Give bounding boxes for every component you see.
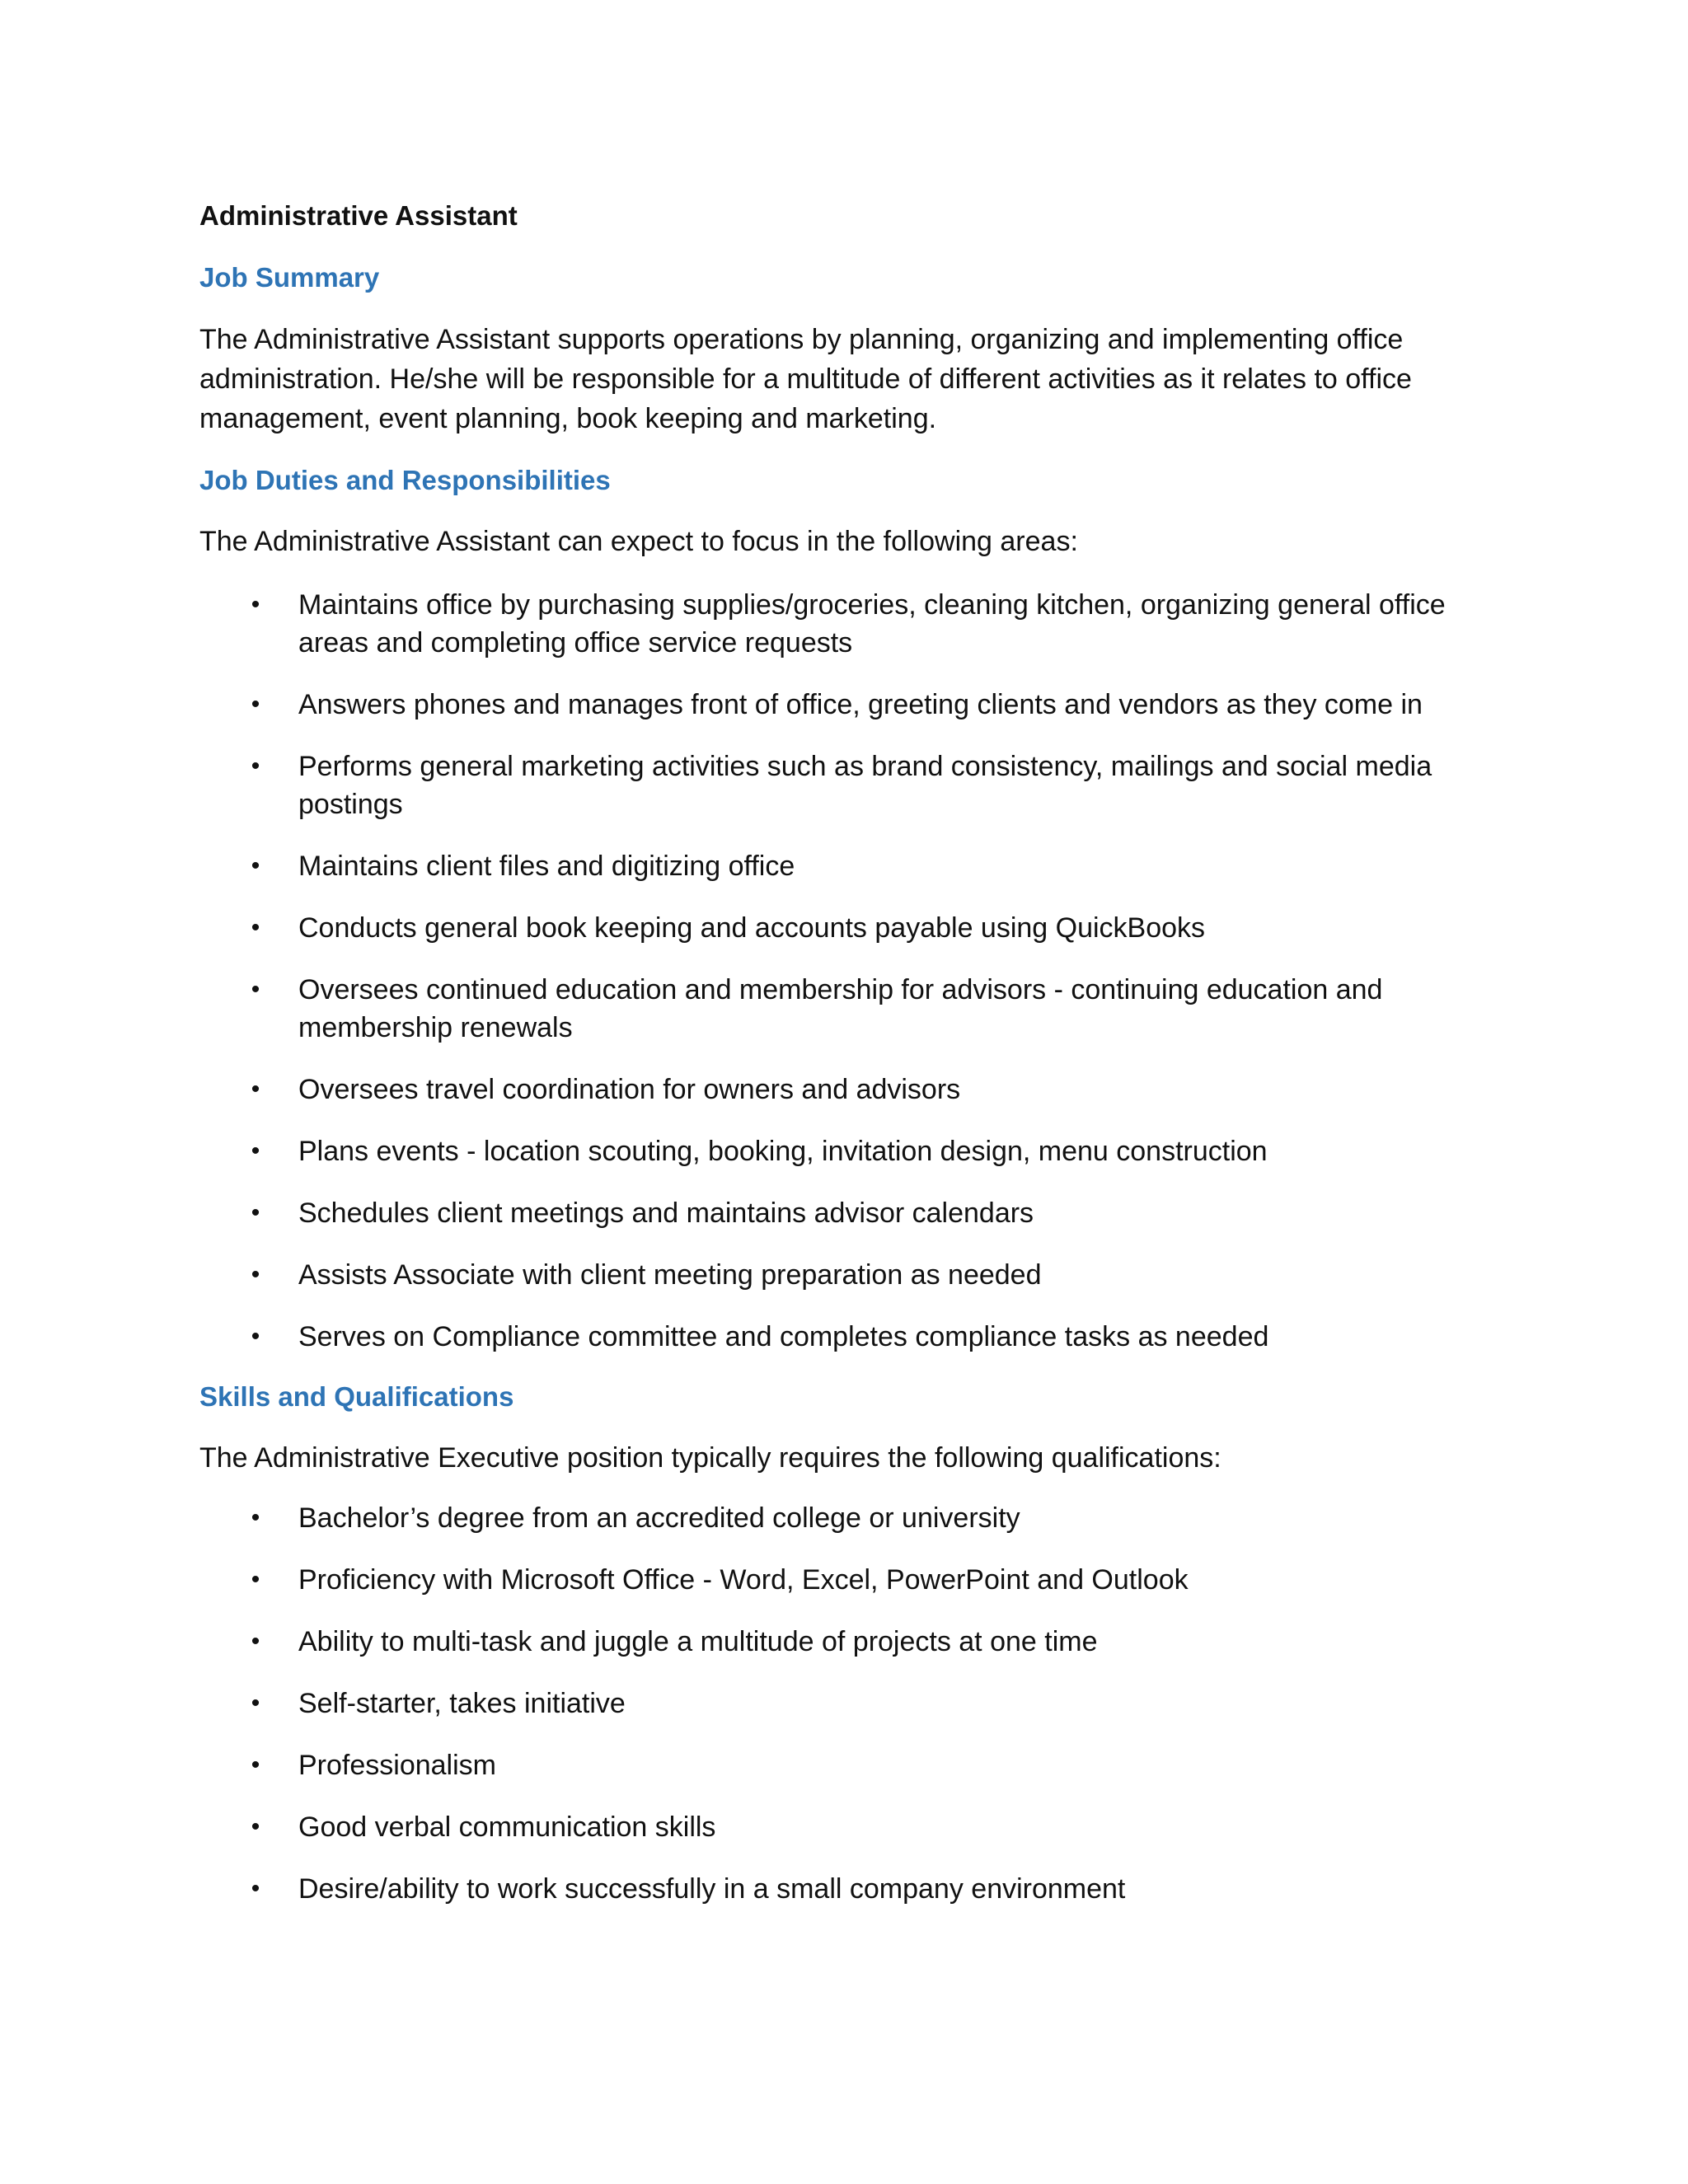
list-item — [199, 1685, 1502, 1722]
list-item — [199, 1318, 1502, 1356]
list-item-text: Professionalism — [298, 1750, 496, 1781]
job-duties-list — [199, 586, 1502, 1356]
job-summary-heading: Job Summary — [199, 262, 380, 293]
list-item — [199, 748, 1502, 823]
list-item — [199, 1746, 1502, 1784]
list-item — [199, 686, 1502, 724]
bullet-icon: • — [251, 1690, 260, 1717]
document-page — [199, 196, 1502, 1908]
document-title: Administrative Assistant — [199, 200, 518, 231]
list-item-text: Oversees travel coordination for owners and advisors — [298, 1074, 961, 1105]
list-item-text: Performs general marketing activities such as brand consistency, mailings and social media postings — [298, 751, 1432, 820]
list-item — [199, 1499, 1502, 1537]
bullet-icon: • — [251, 1323, 260, 1350]
bullet-icon: • — [251, 1504, 260, 1531]
bullet-icon: • — [251, 1751, 260, 1779]
list-item-text: Plans events - location scouting, booking, invitation design, menu construction — [298, 1136, 1268, 1167]
list-item — [199, 1256, 1502, 1294]
bullet-icon: • — [251, 852, 260, 879]
bullet-icon: • — [251, 1813, 260, 1840]
list-item — [199, 1623, 1502, 1661]
skills-list — [199, 1499, 1502, 1908]
bullet-icon: • — [251, 914, 260, 941]
skills-intro: The Administrative Executive position typically requires the following qualifications: — [199, 1442, 1221, 1474]
bullet-icon: • — [251, 752, 260, 780]
bullet-icon: • — [251, 1076, 260, 1103]
bullet-icon: • — [251, 1875, 260, 1902]
list-item — [199, 1808, 1502, 1846]
list-item-text: Assists Associate with client meeting preparation as needed — [298, 1259, 1042, 1291]
list-item-text: Oversees continued education and membership for advisors - continuing education and membership renewals — [298, 974, 1383, 1043]
list-item-text: Schedules client meetings and maintains advisor calendars — [298, 1197, 1034, 1229]
list-item — [199, 971, 1502, 1047]
bullet-icon: • — [251, 1261, 260, 1288]
list-item-text: Answers phones and manages front of office, greeting clients and vendors as they come in — [298, 689, 1423, 720]
skills-heading: Skills and Qualifications — [199, 1381, 514, 1412]
bullet-icon: • — [251, 1199, 260, 1226]
list-item — [199, 1194, 1502, 1232]
bullet-icon: • — [251, 1566, 260, 1593]
bullet-icon: • — [251, 1628, 260, 1655]
list-item-text: Serves on Compliance committee and completes compliance tasks as needed — [298, 1321, 1269, 1352]
list-item — [199, 1132, 1502, 1170]
list-item-text: Maintains office by purchasing supplies/groceries, cleaning kitchen, organizing general office areas and completing office service requests — [298, 589, 1446, 658]
list-item — [199, 909, 1502, 947]
job-duties-heading: Job Duties and Responsibilities — [199, 465, 611, 495]
bullet-icon: • — [251, 976, 260, 1003]
job-summary-text: The Administrative Assistant supports operations by planning, organizing and implementing office administration. He/she will be responsible for a multitude of different activities as it relates to office management, event planning, book keeping and marketing. — [199, 324, 1412, 434]
list-item-text: Conducts general book keeping and accounts payable using QuickBooks — [298, 912, 1206, 944]
list-item — [199, 586, 1502, 662]
list-item-text: Desire/ability to work successfully in a small company environment — [298, 1873, 1126, 1905]
bullet-icon: • — [251, 591, 260, 618]
list-item — [199, 1071, 1502, 1108]
list-item-text: Self-starter, takes initiative — [298, 1688, 626, 1719]
list-item — [199, 847, 1502, 885]
list-item-text: Bachelor’s degree from an accredited college or university — [298, 1502, 1020, 1534]
job-duties-intro: The Administrative Assistant can expect to focus in the following areas: — [199, 526, 1078, 557]
list-item-text: Maintains client files and digitizing office — [298, 851, 795, 882]
bullet-icon: • — [251, 1137, 260, 1165]
list-item-text: Proficiency with Microsoft Office - Word, Excel, PowerPoint and Outlook — [298, 1564, 1189, 1596]
list-item-text: Ability to multi-task and juggle a multitude of projects at one time — [298, 1626, 1098, 1657]
list-item — [199, 1561, 1502, 1599]
list-item-text: Good verbal communication skills — [298, 1811, 716, 1843]
list-item — [199, 1870, 1502, 1908]
bullet-icon: • — [251, 691, 260, 718]
